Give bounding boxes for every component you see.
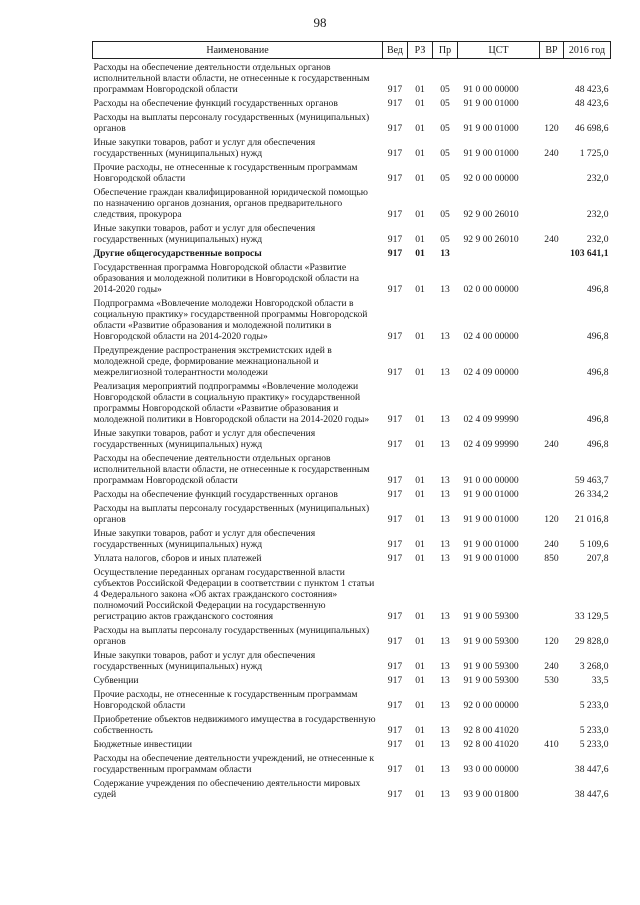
cell-name: Другие общегосударственные вопросы <box>93 248 262 259</box>
cell-vr <box>540 295 564 342</box>
cell-name: Расходы на выплаты персоналу государственных (муниципальных) органов <box>93 112 370 134</box>
cell-ved: 917 <box>387 700 403 711</box>
table-row <box>93 711 611 736</box>
cell-vr <box>540 159 564 184</box>
cell-vr <box>540 95 564 109</box>
cell-vr: 850 <box>544 553 559 564</box>
cell-amount: 48 423,6 <box>574 84 609 95</box>
cell-amount: 46 698,6 <box>574 123 609 134</box>
cell-vr: 240 <box>544 439 559 450</box>
cell-amount: 496,8 <box>586 414 609 425</box>
cell-rz: 01 <box>415 331 425 342</box>
table-row <box>93 245 611 259</box>
cell-name: Иные закупки товаров, работ и услуг для обеспечения государственных (муниципальных) нужд <box>93 650 316 672</box>
cell-rz: 01 <box>415 789 425 800</box>
cell-name: Бюджетные инвестиции <box>93 739 192 750</box>
cell-rz: 01 <box>415 173 425 184</box>
cell-name: Субвенции <box>93 675 139 686</box>
cell-rz: 01 <box>415 661 425 672</box>
cell-name: Содержание учреждения по обеспечению деятельности мировых судей <box>93 778 361 800</box>
cell-amount: 33,5 <box>591 675 609 686</box>
cell-ved: 917 <box>387 739 403 750</box>
cell-rz: 01 <box>415 234 425 245</box>
cell-pr: 13 <box>440 367 450 378</box>
cell-cst: 92 0 00 00000 <box>463 700 519 711</box>
cell-rz: 01 <box>415 98 425 109</box>
cell-amount: 33 129,5 <box>574 611 609 622</box>
cell-pr: 13 <box>440 739 450 750</box>
cell-ved: 917 <box>387 539 403 550</box>
cell-rz: 01 <box>415 553 425 564</box>
cell-rz: 01 <box>415 248 425 259</box>
table-row <box>93 622 611 647</box>
cell-ved: 917 <box>387 98 403 109</box>
table-row <box>93 425 611 450</box>
cell-cst: 91 0 00 00000 <box>463 84 519 95</box>
cell-ved: 917 <box>387 148 403 159</box>
cell-amount: 3 268,0 <box>579 661 609 672</box>
cell-name: Расходы на выплаты персоналу государственных (муниципальных) органов <box>93 503 370 525</box>
cell-vr <box>540 378 564 425</box>
cell-pr: 13 <box>440 553 450 564</box>
cell-ved: 917 <box>387 367 403 378</box>
cell-amount: 496,8 <box>586 367 609 378</box>
cell-vr: 530 <box>544 675 559 686</box>
cell-pr: 13 <box>440 514 450 525</box>
cell-vr <box>540 486 564 500</box>
cell-name: Прочие расходы, не отнесенные к государственным программам Новгородской области <box>93 162 358 184</box>
cell-vr: 120 <box>544 514 559 525</box>
table-row <box>93 95 611 109</box>
cell-ved: 917 <box>387 611 403 622</box>
cell-name: Расходы на обеспечение функций государственных органов <box>93 489 338 500</box>
cell-pr: 13 <box>440 661 450 672</box>
cell-vr <box>540 342 564 378</box>
cell-pr: 13 <box>440 700 450 711</box>
cell-name: Приобретение объектов недвижимого имущества в государственную собственность <box>93 714 376 736</box>
header-ved: Вед <box>383 42 408 59</box>
cell-cst: 92 9 00 26010 <box>463 209 519 220</box>
cell-rz: 01 <box>415 284 425 295</box>
cell-name: Расходы на обеспечение деятельности отдельных органов исполнительной власти области, не отнесенные к государственным программам Новгородской области <box>93 453 370 486</box>
cell-amount: 103 641,1 <box>570 248 609 259</box>
cell-pr: 05 <box>440 98 450 109</box>
table-row <box>93 450 611 486</box>
cell-rz: 01 <box>415 700 425 711</box>
cell-vr <box>540 564 564 622</box>
cell-ved: 917 <box>387 675 403 686</box>
cell-vr: 410 <box>544 739 559 750</box>
cell-rz: 01 <box>415 148 425 159</box>
cell-pr: 13 <box>440 475 450 486</box>
cell-vr <box>540 245 564 259</box>
cell-cst: 91 0 00 00000 <box>463 475 519 486</box>
cell-rz: 01 <box>415 764 425 775</box>
cell-cst: 91 9 00 01000 <box>463 553 519 564</box>
cell-pr: 05 <box>440 173 450 184</box>
cell-ved: 917 <box>387 331 403 342</box>
cell-name: Осуществление переданных органам государственной власти субъектов Российской Федерации в соответствии с пунктом 1 статьи 4 Федерального закона «Об актах гражданского состояния» полномочий Российской Федерации на государственную регистрацию актов гражданского состояния <box>93 567 375 622</box>
header-cst: ЦСТ <box>458 42 540 59</box>
cell-amount: 1 725,0 <box>579 148 609 159</box>
cell-vr <box>540 775 564 800</box>
cell-rz: 01 <box>415 539 425 550</box>
cell-pr: 13 <box>440 331 450 342</box>
cell-name: Уплата налогов, сборов и иных платежей <box>93 553 262 564</box>
cell-name: Иные закупки товаров, работ и услуг для обеспечения государственных (муниципальных) нужд <box>93 137 316 159</box>
cell-vr <box>540 711 564 736</box>
table-row <box>93 109 611 134</box>
cell-amount: 5 233,0 <box>579 700 609 711</box>
cell-cst: 92 0 00 00000 <box>463 173 519 184</box>
table-row <box>93 686 611 711</box>
cell-cst: 02 4 09 00000 <box>463 367 519 378</box>
cell-amount: 38 447,6 <box>574 789 609 800</box>
table-body <box>93 59 611 801</box>
cell-rz: 01 <box>415 123 425 134</box>
cell-rz: 01 <box>415 414 425 425</box>
cell-amount: 496,8 <box>586 284 609 295</box>
cell-rz: 01 <box>415 439 425 450</box>
cell-vr: 240 <box>544 234 559 245</box>
header-name: Наименование <box>93 42 383 59</box>
cell-vr <box>540 59 564 96</box>
cell-cst: 91 9 00 01000 <box>463 148 519 159</box>
cell-rz: 01 <box>415 611 425 622</box>
cell-amount: 496,8 <box>586 331 609 342</box>
cell-name: Прочие расходы, не отнесенные к государственным программам Новгородской области <box>93 689 358 711</box>
cell-cst: 91 9 00 01000 <box>463 123 519 134</box>
cell-cst: 02 4 00 00000 <box>463 331 519 342</box>
cell-vr: 240 <box>544 148 559 159</box>
cell-amount: 207,8 <box>586 553 609 564</box>
cell-cst: 91 9 00 01000 <box>463 489 519 500</box>
cell-name: Государственная программа Новгородской области «Развитие образования и молодежной политики в Новгородской области на 2014-2020 годы» <box>93 262 360 295</box>
cell-rz: 01 <box>415 475 425 486</box>
cell-ved: 917 <box>387 439 403 450</box>
cell-cst: 02 4 09 99990 <box>463 414 519 425</box>
table-row <box>93 486 611 500</box>
table-row <box>93 295 611 342</box>
cell-pr: 13 <box>440 725 450 736</box>
cell-name: Предупреждение распространения экстремистских идей в молодежной среде, формирование межнациональной и межрелигиозной толерантности молодежи <box>93 345 332 378</box>
cell-rz: 01 <box>415 514 425 525</box>
cell-cst: 93 0 00 00000 <box>463 764 519 775</box>
cell-ved: 917 <box>387 553 403 564</box>
cell-amount: 59 463,7 <box>574 475 609 486</box>
cell-rz: 01 <box>415 675 425 686</box>
cell-name: Иные закупки товаров, работ и услуг для обеспечения государственных (муниципальных) нужд <box>93 223 316 245</box>
cell-name: Иные закупки товаров, работ и услуг для обеспечения государственных (муниципальных) нужд <box>93 528 316 550</box>
cell-amount: 48 423,6 <box>574 98 609 109</box>
cell-rz: 01 <box>415 367 425 378</box>
cell-cst: 91 9 00 59300 <box>463 636 519 647</box>
cell-pr: 05 <box>440 234 450 245</box>
header-pr: Пр <box>433 42 458 59</box>
header-rz: РЗ <box>408 42 433 59</box>
cell-pr: 05 <box>440 84 450 95</box>
cell-vr: 120 <box>544 636 559 647</box>
cell-ved: 917 <box>387 764 403 775</box>
cell-cst: 91 9 00 01000 <box>463 514 519 525</box>
table-row <box>93 134 611 159</box>
cell-amount: 21 016,8 <box>574 514 609 525</box>
cell-cst: 92 8 00 41020 <box>463 725 519 736</box>
cell-vr <box>540 184 564 220</box>
cell-name: Расходы на обеспечение функций государственных органов <box>93 98 338 109</box>
cell-rz: 01 <box>415 209 425 220</box>
table-row <box>93 342 611 378</box>
cell-ved: 917 <box>387 414 403 425</box>
table-row <box>93 564 611 622</box>
cell-pr: 13 <box>440 284 450 295</box>
cell-ved: 917 <box>387 661 403 672</box>
cell-amount: 5 109,6 <box>579 539 609 550</box>
cell-ved: 917 <box>387 284 403 295</box>
cell-name: Расходы на обеспечение деятельности учреждений, не отнесенные к государственным программам области <box>93 753 375 775</box>
cell-name: Реализация мероприятий подпрограммы «Вовлечение молодежи Новгородской области в социальную практику» государственной программы Новгородской области «Развитие образования и молодежной политики в Новгородской области на 2014-2020 годы» <box>93 381 370 425</box>
cell-ved: 917 <box>387 789 403 800</box>
header-amount: 2016 год <box>564 42 611 59</box>
cell-pr: 05 <box>440 148 450 159</box>
cell-ved: 917 <box>387 248 403 259</box>
cell-pr: 05 <box>440 209 450 220</box>
cell-name: Иные закупки товаров, работ и услуг для обеспечения государственных (муниципальных) нужд <box>93 428 316 450</box>
cell-rz: 01 <box>415 725 425 736</box>
table-row <box>93 259 611 295</box>
table-header-row <box>93 42 611 59</box>
table-row <box>93 750 611 775</box>
table-row <box>93 159 611 184</box>
cell-pr: 13 <box>440 539 450 550</box>
table-row <box>93 672 611 686</box>
cell-rz: 01 <box>415 489 425 500</box>
budget-table <box>92 41 611 800</box>
cell-ved: 917 <box>387 489 403 500</box>
table-row <box>93 525 611 550</box>
table-row <box>93 378 611 425</box>
cell-cst: 92 8 00 41020 <box>463 739 519 750</box>
cell-cst <box>458 245 540 259</box>
cell-amount: 26 334,2 <box>574 489 609 500</box>
header-vr: ВР <box>540 42 564 59</box>
cell-cst: 93 9 00 01800 <box>463 789 519 800</box>
cell-amount: 38 447,6 <box>574 764 609 775</box>
table-row <box>93 736 611 750</box>
cell-name: Подпрограмма «Вовлечение молодежи Новгородской области в социальную практику» государственной программы Новгородской области «Развитие образования и молодежной политики в Новгородской области на 2014-2020 годы» <box>93 298 368 342</box>
cell-amount: 29 828,0 <box>574 636 609 647</box>
cell-pr: 13 <box>440 414 450 425</box>
cell-name: Расходы на обеспечение деятельности отдельных органов исполнительной власти области, не отнесенные к государственным программам Новгородской области <box>93 62 370 95</box>
cell-cst: 92 9 00 26010 <box>463 234 519 245</box>
cell-cst: 91 9 00 59300 <box>463 611 519 622</box>
cell-vr <box>540 686 564 711</box>
cell-ved: 917 <box>387 514 403 525</box>
table-row <box>93 775 611 800</box>
cell-amount: 232,0 <box>586 234 609 245</box>
cell-vr: 240 <box>544 661 559 672</box>
cell-cst: 91 9 00 01000 <box>463 539 519 550</box>
cell-cst: 91 9 00 01000 <box>463 98 519 109</box>
cell-ved: 917 <box>387 209 403 220</box>
cell-pr: 13 <box>440 611 450 622</box>
cell-rz: 01 <box>415 84 425 95</box>
cell-pr: 13 <box>440 248 450 259</box>
cell-ved: 917 <box>387 725 403 736</box>
cell-name: Расходы на выплаты персоналу государственных (муниципальных) органов <box>93 625 370 647</box>
cell-ved: 917 <box>387 84 403 95</box>
cell-name: Обеспечение граждан квалифицированной юридической помощью по назначению органов дознания, органов предварительного следствия, прокурора <box>93 187 368 220</box>
cell-vr <box>540 450 564 486</box>
cell-pr: 13 <box>440 789 450 800</box>
cell-pr: 13 <box>440 489 450 500</box>
cell-cst: 02 0 00 00000 <box>463 284 519 295</box>
cell-amount: 5 233,0 <box>579 739 609 750</box>
table-row <box>93 647 611 672</box>
cell-ved: 917 <box>387 234 403 245</box>
cell-cst: 91 9 00 59300 <box>463 675 519 686</box>
cell-vr <box>540 750 564 775</box>
cell-vr: 240 <box>544 539 559 550</box>
cell-amount: 232,0 <box>586 209 609 220</box>
table-row <box>93 220 611 245</box>
cell-pr: 05 <box>440 123 450 134</box>
cell-ved: 917 <box>387 173 403 184</box>
cell-amount: 232,0 <box>586 173 609 184</box>
table-row <box>93 59 611 96</box>
table-row <box>93 550 611 564</box>
cell-ved: 917 <box>387 123 403 134</box>
cell-pr: 13 <box>440 636 450 647</box>
cell-vr <box>540 259 564 295</box>
table-row <box>93 184 611 220</box>
cell-pr: 13 <box>440 675 450 686</box>
cell-cst: 91 9 00 59300 <box>463 661 519 672</box>
cell-pr: 13 <box>440 764 450 775</box>
cell-vr: 120 <box>544 123 559 134</box>
page-number: 98 <box>313 15 327 30</box>
cell-amount: 496,8 <box>586 439 609 450</box>
cell-pr: 13 <box>440 439 450 450</box>
cell-rz: 01 <box>415 636 425 647</box>
cell-rz: 01 <box>415 739 425 750</box>
cell-cst: 02 4 09 99990 <box>463 439 519 450</box>
cell-ved: 917 <box>387 475 403 486</box>
cell-ved: 917 <box>387 636 403 647</box>
cell-amount: 5 233,0 <box>579 725 609 736</box>
table-row <box>93 500 611 525</box>
